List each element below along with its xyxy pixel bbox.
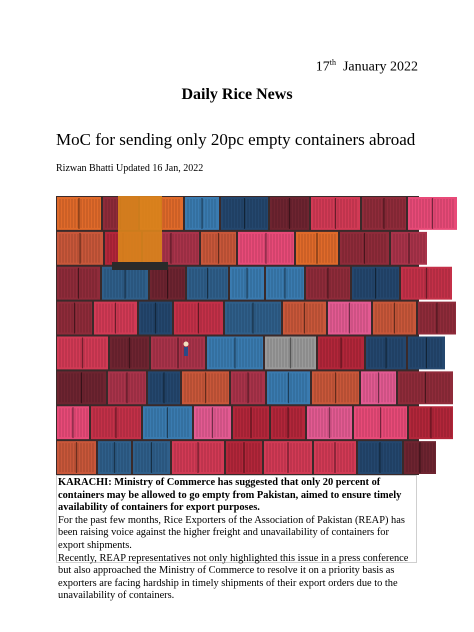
container [110, 337, 149, 370]
masthead: Daily Rice News [181, 86, 293, 103]
container [94, 302, 137, 335]
container [150, 267, 185, 300]
container [108, 371, 146, 404]
container [283, 302, 326, 335]
container [221, 197, 268, 230]
container [270, 197, 309, 230]
container [139, 302, 172, 335]
article-photo [56, 196, 419, 475]
container [340, 232, 389, 265]
container [185, 197, 219, 230]
container [366, 337, 406, 370]
container [57, 337, 108, 370]
worker-figure [184, 342, 189, 357]
container [312, 371, 359, 404]
container [328, 302, 371, 335]
container [408, 337, 445, 370]
container [408, 197, 457, 230]
container [194, 406, 231, 439]
article-body [56, 475, 417, 602]
container [296, 232, 338, 265]
container [358, 441, 402, 474]
article-paragraph-1: For the past few months, Rice Exporters of the Association of Pakistan (REAP) has been raising voice against the higher freight and unavailability of containers for export shipments. [58, 514, 405, 551]
container [230, 267, 264, 300]
container [172, 441, 224, 474]
container [91, 406, 141, 439]
container [352, 267, 399, 300]
container [267, 371, 310, 404]
container [373, 302, 416, 335]
container [398, 371, 453, 404]
container [226, 441, 262, 474]
container [311, 197, 360, 230]
container [307, 406, 352, 439]
container [57, 441, 96, 474]
container [225, 302, 281, 335]
container [404, 441, 436, 474]
container [174, 302, 223, 335]
container [98, 441, 131, 474]
article-lead: KARACHI: Ministry of Commerce has suggested that only 20 percent of containers may be allowed to go empty from Pakistan, aimed to ensure timely availability of containers for export purposes. [58, 477, 402, 514]
container [102, 267, 148, 300]
container [233, 406, 269, 439]
container [182, 371, 229, 404]
container [148, 371, 180, 404]
crane-spreader [112, 196, 168, 270]
container [265, 337, 316, 370]
container [57, 197, 101, 230]
containers-image [56, 196, 419, 475]
container [306, 267, 350, 300]
container [143, 406, 192, 439]
byline: Rizwan Bhatti Updated 16 Jan, 2022 [56, 163, 204, 174]
container [401, 267, 452, 300]
date-day: 17 [315, 59, 330, 75]
article-paragraph-2: Recently, REAP representatives not only highlighted this issue in a press conference but also approached the Ministry of Commerce to resolve it on a priority basis as exporters are facing hardship in timely shipments of their export orders due to the unavailability of containers. [58, 552, 409, 602]
container [362, 197, 406, 230]
container [238, 232, 294, 265]
container [418, 302, 456, 335]
container [57, 302, 92, 335]
container [57, 232, 103, 265]
container [57, 406, 89, 439]
container [271, 406, 305, 439]
container [318, 337, 364, 370]
container [266, 267, 304, 300]
date-suffix: th [329, 58, 336, 67]
container [57, 267, 100, 300]
container [314, 441, 356, 474]
container [187, 267, 228, 300]
container [133, 441, 170, 474]
headline: MoC for sending only 20pc empty containers abroad [56, 130, 416, 149]
container [201, 232, 236, 265]
container [354, 406, 407, 439]
container [409, 406, 453, 439]
container [231, 371, 265, 404]
date-month-year: January 2022 [342, 59, 418, 75]
container [361, 371, 396, 404]
container [207, 337, 263, 370]
container [264, 441, 312, 474]
container [57, 371, 106, 404]
container [151, 337, 205, 370]
article-date [316, 58, 418, 76]
container [391, 232, 427, 265]
